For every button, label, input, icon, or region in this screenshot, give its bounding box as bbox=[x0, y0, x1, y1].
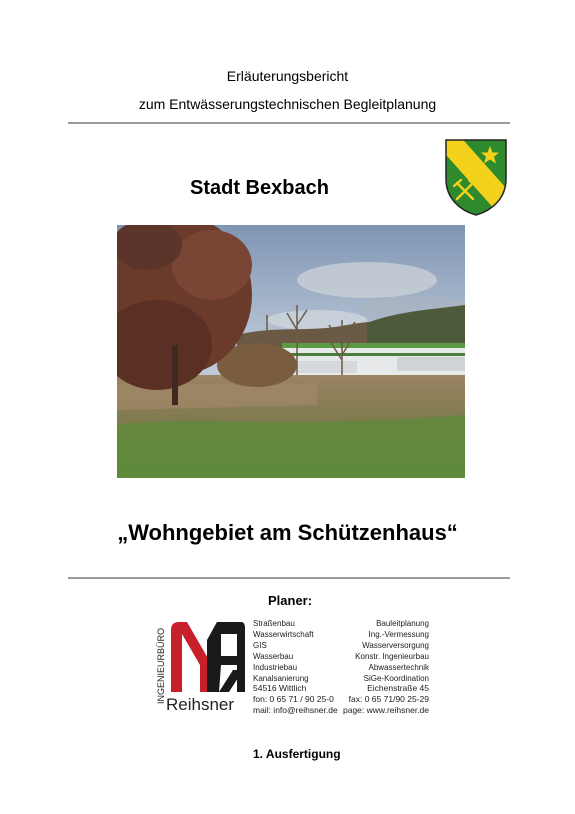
contact-left: 54516 Wittlich fon: 0 65 71 / 90 25-0 mail: info@reihsner.de bbox=[253, 683, 338, 715]
contact-right: Eichenstraße 45 fax: 0 65 71/90 25-29 page: www.reihsner.de bbox=[343, 683, 429, 715]
project-divider bbox=[68, 577, 510, 579]
planer-label: Planer: bbox=[268, 593, 313, 608]
office-name: Reihsner bbox=[166, 695, 235, 714]
report-subtitle: zum Entwässerungstechnischen Begleitplanung bbox=[138, 96, 437, 112]
report-title: Erläuterungsbericht bbox=[226, 68, 349, 84]
header-divider bbox=[68, 122, 510, 124]
services-left: Straßenbau Wasserwirtschaft GIS Wasserbau Industriebau Kanalsanierung bbox=[253, 619, 314, 683]
coat-of-arms-icon bbox=[443, 137, 509, 217]
landscape-photo bbox=[117, 225, 465, 478]
project-title: „Wohngebiet am Schützenhaus“ bbox=[117, 520, 458, 545]
services-right: Bauleitplanung Ing.-Vermessung Wasserversorgung Konstr. Ingenieurbau Abwassertechnik SiGe-Koordination bbox=[355, 619, 429, 683]
office-vertical-label: INGENIEURBÜRO bbox=[156, 628, 166, 705]
city-name: Stadt Bexbach bbox=[190, 177, 329, 199]
office-logo-icon bbox=[167, 620, 247, 695]
edition-label: 1. Ausfertigung bbox=[253, 747, 341, 761]
